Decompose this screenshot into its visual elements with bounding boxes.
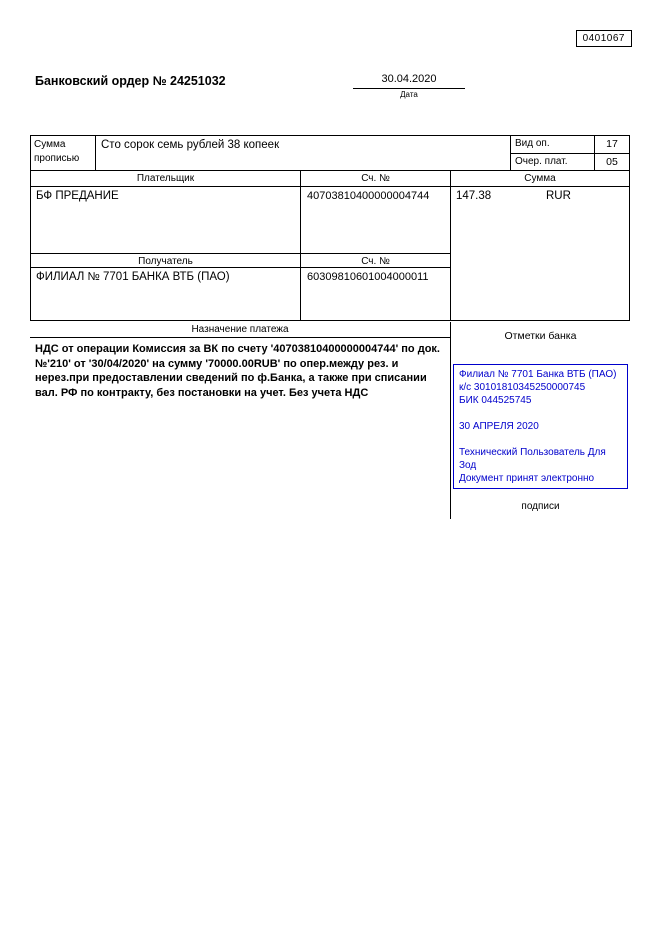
bottom-section <box>30 322 630 519</box>
amount-header: Сумма <box>450 171 629 186</box>
stamp-line-corr-account: к/с 30101810345250000745 <box>459 382 586 393</box>
payer-header: Плательщик <box>136 173 195 184</box>
amount-words-row <box>31 136 629 170</box>
order-table <box>30 135 630 321</box>
date-block <box>353 73 465 99</box>
stamp-line-bank-name: Филиал № 7701 Банка ВТБ (ПАО) <box>459 369 617 380</box>
form-code-box: 0401067 <box>576 30 632 47</box>
document-title: Банковский ордер № 24251032 <box>35 74 226 88</box>
bank-marks-header: Отметки банка <box>504 330 577 342</box>
amount-words-value: Сто сорок семь рублей 38 копеек <box>95 136 510 170</box>
stamp-line-bik: БИК 044525745 <box>459 395 532 406</box>
payment-priority-row <box>511 154 629 171</box>
receiver-header-row <box>31 253 450 268</box>
receiver-account-header: Сч. № <box>300 254 450 267</box>
stamp-line-date: 30 АПРЕЛЯ 2020 <box>459 421 539 432</box>
date-label: Дата <box>400 90 418 99</box>
receiver-name: ФИЛИАЛ № 7701 БАНКА ВТБ (ПАО) <box>36 271 230 283</box>
purpose-header: Назначение платежа <box>30 322 450 338</box>
receiver-header: Получатель <box>138 256 193 267</box>
signatures-label: подписи <box>521 501 560 512</box>
receiver-row <box>31 268 450 320</box>
parties-left-stack <box>31 187 450 320</box>
amount-currency: RUR <box>546 190 571 202</box>
purpose-text: НДС от операции Комиссия за ВК по счету '40703810400000004744' по док. №'210' от '30/04/2020' на сумму '70000.00RUB' по опер.между рез. и нерез.при предоставлении сведений по ф.Банка, а также при списании вал. РФ по контракту, без постановки на учет. Без учета НДС <box>35 343 440 399</box>
payer-name: БФ ПРЕДАНИЕ <box>36 190 119 202</box>
operation-type-row <box>511 136 629 154</box>
date-value: 30.04.2020 <box>353 73 465 89</box>
stamp-line-accepted: Документ принят электронно <box>459 473 595 484</box>
payer-row <box>31 187 450 253</box>
operation-type-value: 17 <box>594 136 629 153</box>
bank-marks-column <box>450 322 630 519</box>
payer-account: 40703810400000004744 <box>300 187 450 253</box>
payment-priority-value: 05 <box>594 154 629 171</box>
stamp-line-user-1: Технический Пользователь Для <box>459 447 606 458</box>
parties-block <box>31 186 629 320</box>
stamp-line-blank-1 <box>459 407 622 420</box>
purpose-column <box>30 322 450 519</box>
amount-words-label: Сумма прописью <box>34 139 80 164</box>
receiver-account: 60309810601004000011 <box>300 268 450 320</box>
amount-value: 147.38 <box>456 190 492 202</box>
stamp-line-blank-2 <box>459 433 622 446</box>
amount-cell <box>450 187 629 320</box>
payment-priority-label: Очер. плат. <box>515 155 568 167</box>
operation-block <box>510 136 629 170</box>
operation-type-label: Вид оп. <box>515 138 550 149</box>
payer-account-header: Сч. № <box>300 171 450 186</box>
stamp-line-user-2: Зод <box>459 460 477 471</box>
bank-stamp-box <box>453 364 628 489</box>
column-headers-row <box>31 170 629 186</box>
